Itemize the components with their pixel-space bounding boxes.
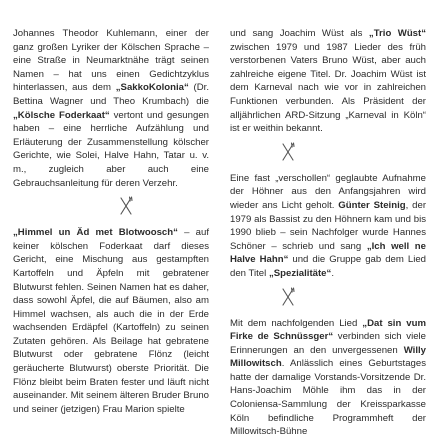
- bold-halve-hahn: „Ich well ne Halve Hahn“: [230, 240, 426, 266]
- text-span: zwischen 1979 und 1987 Lieder des früh verstorbenen Vaters Bruno Wüst, aber auch zahlreiche eigene Titel. Dr. Joachim Wüst ist dem Karneval nach wie vor in zahlreichen Funktionen verbunden. Als Präsident der alljährlichen ARD-Sitzung „Karneval in Köln“ ist er weithin bekannt.: [230, 41, 426, 135]
- right-column: [230, 27, 426, 439]
- crossed-knife-fork-icon: [280, 142, 296, 162]
- text-span: Johannes Theodor Kuhlemann, einer der ganz großen Lyriker der Kölschen Sprache – eine Straße in Neumarktnähe trägt seinen Namen – hat uns einen Gedichtzyklus hinterlassen, aus dem: [13, 28, 209, 94]
- text-span: (Dr. Bettina Wagner und Theo Krumbach) die: [13, 82, 209, 107]
- bold-willy-millowitsch: Willy Millowitsch: [230, 344, 426, 370]
- text-span: vertont und gesungen haben – eine herrliche Aufzählung und Erläuterung der Zusammenstellung kölscher Gerichte, wie Solei, Halve Hahn, Tatar u. v. m., zugleich aber auch eine Gebrauchsanleitung für deren Verzehr.: [13, 109, 209, 189]
- bold-foderkaat: „Kölsche Foderkaat“: [13, 109, 110, 121]
- paragraph-guenter-steinig: [230, 172, 426, 281]
- paragraph-himmel-un-aed: [13, 226, 209, 416]
- crossed-knife-fork-icon: [118, 196, 134, 216]
- text-span: . Anlässlich eines Geburtstages hatte der damalige Vorstands-Vorsitzende Dr. Hans-Joachim Möhle ihm das in der Coloniensa-Sammlung der Kreissparkasse Köln befindliche Programmheft der Millowitsch-Bühne: [230, 358, 426, 438]
- text-span: .: [331, 267, 334, 279]
- bold-firke-schnuessger: „Dat sin vum Firke de Schnüssger“: [230, 317, 426, 343]
- left-column: [13, 27, 209, 416]
- text-span: verbinden sich viele Erinnerungen an den unvergessenen: [230, 331, 426, 356]
- text-span: – auf keiner kölschen Foderkaat darf dieses Gericht, eine Mischung aus gestampften Kartoffeln und Äpfeln mit gebratener Blutwurst fehlen. Seinen Namen hat es daher, dass sowohl Äpfel, die auf Bäumen, also am Himmel wachsen, als auch die in der Erde wachsenden Erdäpfel (Kartoffeln) zu seinen Zutaten gehören. Als Beilage hat gebratene Blutwurst oder gebratene Flönz (leicht geräucherte Blutwurst) oberste Priorität. Die Flönz bleibt beim Braten fester und läuft nicht auseinander. Mit seinem älteren Bruder Bruno und seiner (jetzigen) Frau Marion spielte: [13, 227, 209, 415]
- text-span: , der 1979 als Bassist zu den Höhnern kam und bis 1990 blieb – sein Nachfolger wurde Hannes Schöner – schrieb und sang: [230, 199, 427, 252]
- text-span: Mit dem nachfolgenden Lied: [230, 317, 363, 329]
- bold-trio-wuest: „Trio Wüst“: [368, 28, 427, 39]
- bold-guenter-steinig: Günter Steinig: [338, 199, 406, 211]
- paragraph-trio-wuest: [230, 27, 426, 136]
- text-span: und die Gruppe gab dem Lied den Titel: [230, 254, 426, 279]
- bold-sakkokolonia: „SakkoKolonia“: [115, 82, 189, 94]
- text-span: und sang Joachim Wüst als: [230, 28, 369, 39]
- paragraph-kuhlemann: [13, 27, 209, 190]
- crossed-knife-fork-icon: [280, 287, 296, 307]
- text-span: Eine fast „verschollen“ geglaubte Aufnahme der Höhner aus den Anfangsjahren wird wieder ans Licht geholt.: [230, 172, 426, 211]
- bold-himmel-un-aed: „Himmel un Äd met Blotwoosch“: [13, 227, 178, 239]
- bold-spezialitaete: „Spezialitäte“: [268, 267, 332, 279]
- paragraph-millowitsch: [230, 317, 426, 439]
